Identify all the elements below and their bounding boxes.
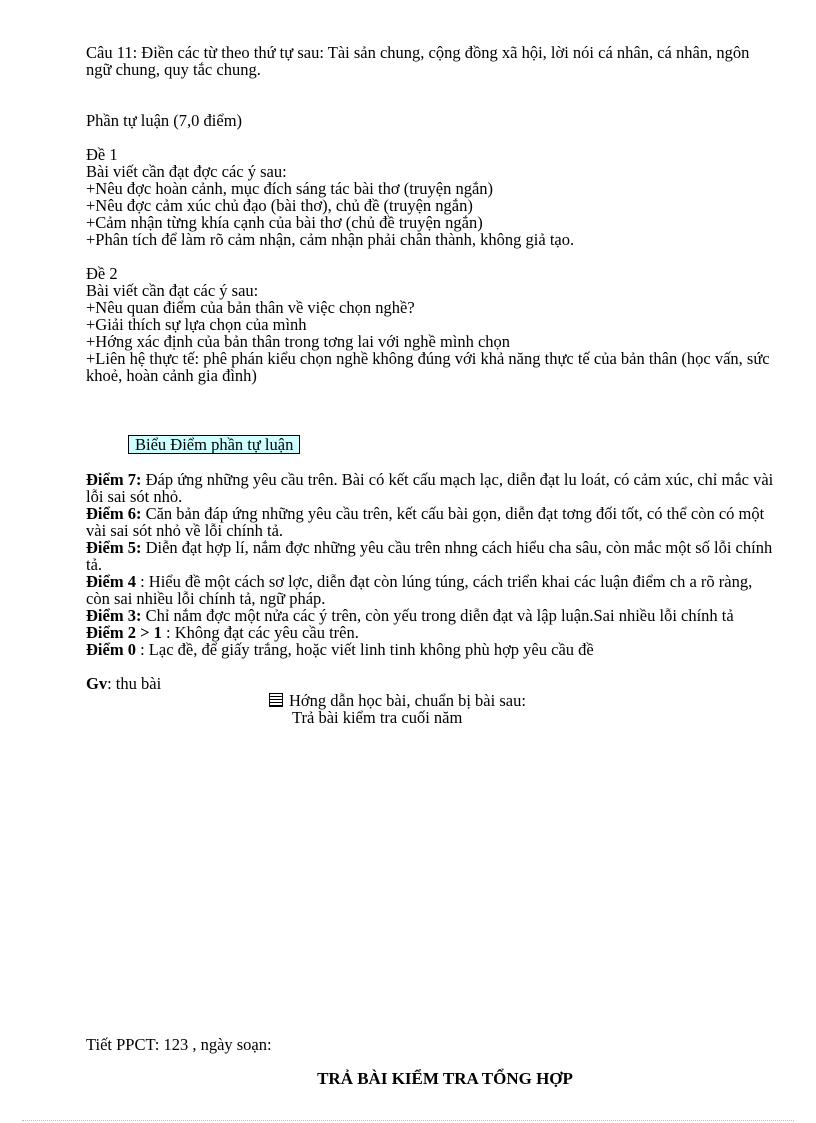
score-text: : Hiểu đề một cách sơ lợc, diễn đạt còn lúng túng, cách triển khai các luận điểm ch a rõ ràng, còn sai nhiều lỗi chính tả, ngữ pháp. <box>86 572 753 608</box>
de1-item: +Cảm nhận từng khía cạnh của bài thơ (chủ đề truyện ngắn) <box>86 213 483 232</box>
score-5 <box>86 539 776 573</box>
score-3 <box>86 607 776 624</box>
score-text: : Lạc đề, để giấy trắng, hoặc viết linh tinh không phù hợp yêu cầu đề <box>135 640 594 659</box>
gv-label: Gv <box>86 674 108 693</box>
gv-line <box>86 675 776 692</box>
question-11: Câu 11: Điền các từ theo thứ tự sau: Tài sản chung, cộng đồng xã hội, lời nói cá nhân, cá nhân, ngôn ngữ chung, quy tắc chung. <box>86 43 750 79</box>
notepad-icon <box>269 693 283 707</box>
score-label: Điểm 3: <box>86 606 142 625</box>
score-text: : Không đạt các yêu cầu trên. <box>161 623 359 642</box>
lesson-info: Tiết PPCT: 123 , ngày soạn: <box>86 1035 272 1054</box>
document-page <box>86 44 776 726</box>
score-label: Điểm 7: <box>86 470 142 489</box>
de2-item: +Hớng xác định của bản thân trong tơng lai với nghề mình chọn <box>86 332 511 351</box>
score-label: Điểm 0 <box>86 640 136 659</box>
de1-item: +Phân tích để làm rõ cảm nhận, cảm nhận phải chân thành, không giả tạo. <box>86 230 575 249</box>
score-text: Chỉ nắm đợc một nửa các ý trên, còn yếu trong diễn đạt và lập luận.Sai nhiều lỗi chính tả <box>141 606 734 625</box>
score-6 <box>86 505 776 539</box>
de1-item: +Nêu đợc hoàn cảnh, mục đích sáng tác bài thơ (truyện ngắn) <box>86 179 494 198</box>
score-heading-wrap <box>86 435 776 454</box>
score-label: Điểm 5: <box>86 538 142 557</box>
guide-text: Hớng dẫn học bài, chuẩn bị bài sau: <box>289 691 526 710</box>
essay-heading: Phần tự luận (7,0 điểm) <box>86 111 243 130</box>
de1-intro: Bài viết cần đạt đợc các ý sau: <box>86 162 287 181</box>
de2-intro: Bài viết cần đạt các ý sau: <box>86 281 259 300</box>
score-4 <box>86 573 776 607</box>
score-label: Điểm 2 > 1 <box>86 623 162 642</box>
lesson-title: TRẢ BÀI KIỂM TRA TỔNG HỢP <box>317 1069 573 1088</box>
de1-item: +Nêu đợc cảm xúc chủ đạo (bài thơ), chủ đề (truyện ngắn) <box>86 196 473 215</box>
score-text: Diễn đạt hợp lí, nắm đợc những yêu cầu trên nhng cách hiểu cha sâu, còn mắc một số lỗi chính tả. <box>86 538 773 574</box>
de2-item: +Liên hệ thực tế: phê phán kiểu chọn nghề không đúng với khả năng thực tế của bản thân (học vấn, sức khoẻ, hoàn cảnh gia đình) <box>86 349 770 385</box>
score-0 <box>86 641 776 658</box>
de2-item: +Giải thích sự lựa chọn của mình <box>86 315 307 334</box>
score-7 <box>86 471 776 505</box>
score-text: Căn bản đáp ứng những yêu cầu trên, kết cấu bài gọn, diễn đạt tơng đối tốt, có thể còn có một vài sai sót nhỏ về lỗi chính tả. <box>86 504 765 540</box>
gv-text: : thu bài <box>107 674 162 693</box>
de2-item: +Nêu quan điểm của bản thân về việc chọn nghề? <box>86 298 415 317</box>
de1-title: Đề 1 <box>86 145 118 164</box>
page-divider <box>22 1120 794 1121</box>
score-label: Điểm 4 <box>86 572 136 591</box>
de2-title: Đề 2 <box>86 264 118 283</box>
score-label: Điểm 6: <box>86 504 142 523</box>
score-2-1 <box>86 624 776 641</box>
guide-line <box>86 692 776 709</box>
score-text: Đáp ứng những yêu cầu trên. Bài có kết cấu mạch lạc, diễn đạt lu loát, có cảm xúc, chỉ mắc vài lỗi sai sót nhỏ. <box>86 470 774 506</box>
guide-subline: Trả bài kiểm tra cuối năm <box>292 708 463 727</box>
score-heading: Biểu Điểm phần tự luận <box>128 435 300 454</box>
